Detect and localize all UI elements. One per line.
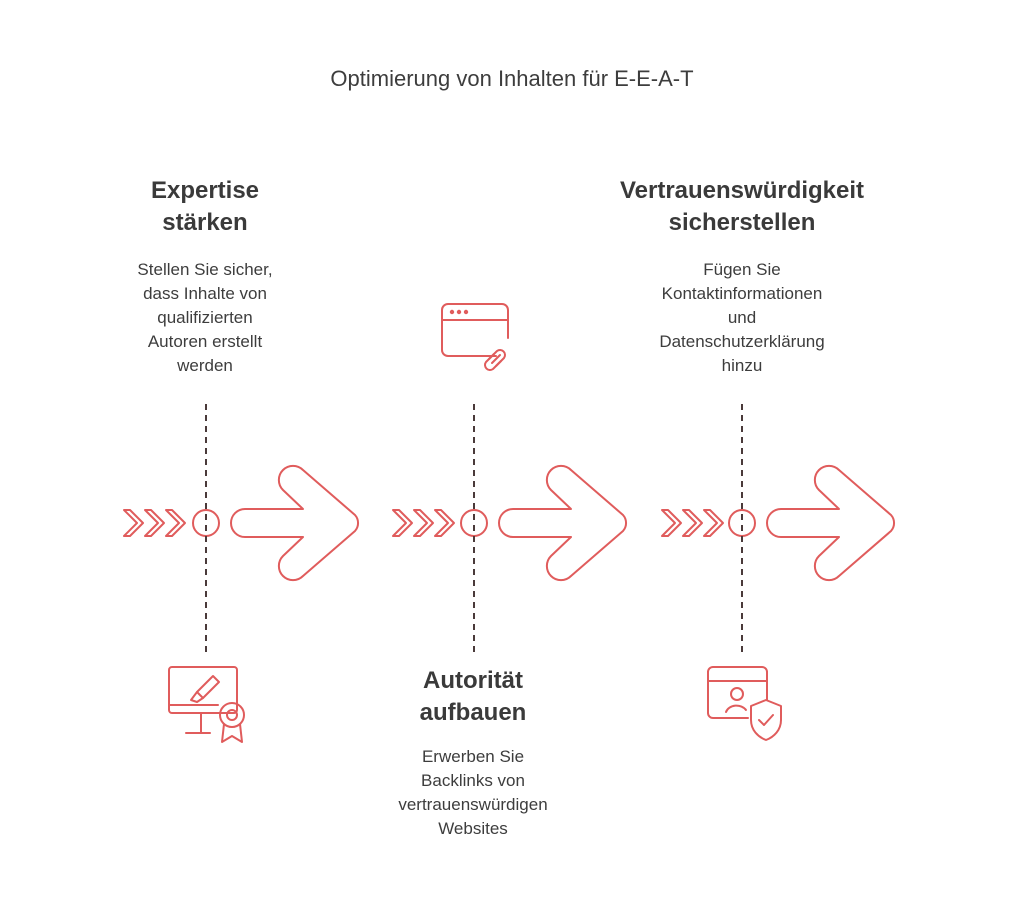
step-3-title: Vertrauenswürdigkeit sicherstellen [619,177,865,236]
chevron-small-icon [166,510,185,536]
step-3-flow [662,466,894,580]
chevron-small-icon [704,510,723,536]
diagram-title: Optimierung von Inhalten für E-E-A-T [330,66,694,91]
browser-link-icon [442,304,508,370]
step-1-flow [124,466,358,580]
step-3-big-arrow [767,466,894,580]
step-1-node [193,510,219,536]
step-1-description: Stellen Sie sicher, dass Inhalte von qualifizierten Autoren erstellt werden [137,260,273,375]
step-2-description: Erwerben Sie Backlinks von vertrauenswürdigen Websites [398,747,548,838]
chevron-small-icon [414,510,433,536]
step-3-node [729,510,755,536]
step-2-flow [393,466,626,580]
chevron-small-icon [683,510,702,536]
chevron-small-icon [145,510,164,536]
chevron-small-icon [124,510,143,536]
step-2-big-arrow [499,466,626,580]
step-1-big-arrow [231,466,358,580]
chevron-small-icon [393,510,412,536]
profile-shield-icon [708,667,781,740]
chevron-small-icon [435,510,454,536]
step-2-title: Autorität aufbauen [419,667,527,726]
chevron-small-icon [662,510,681,536]
step-2-node [461,510,487,536]
step-3-description: Fügen Sie Kontaktinformationen und Datenschutzerklärung hinzu [659,260,825,375]
step-1-title: Expertise stärken [150,177,260,236]
monitor-brush-award-icon [169,667,244,742]
